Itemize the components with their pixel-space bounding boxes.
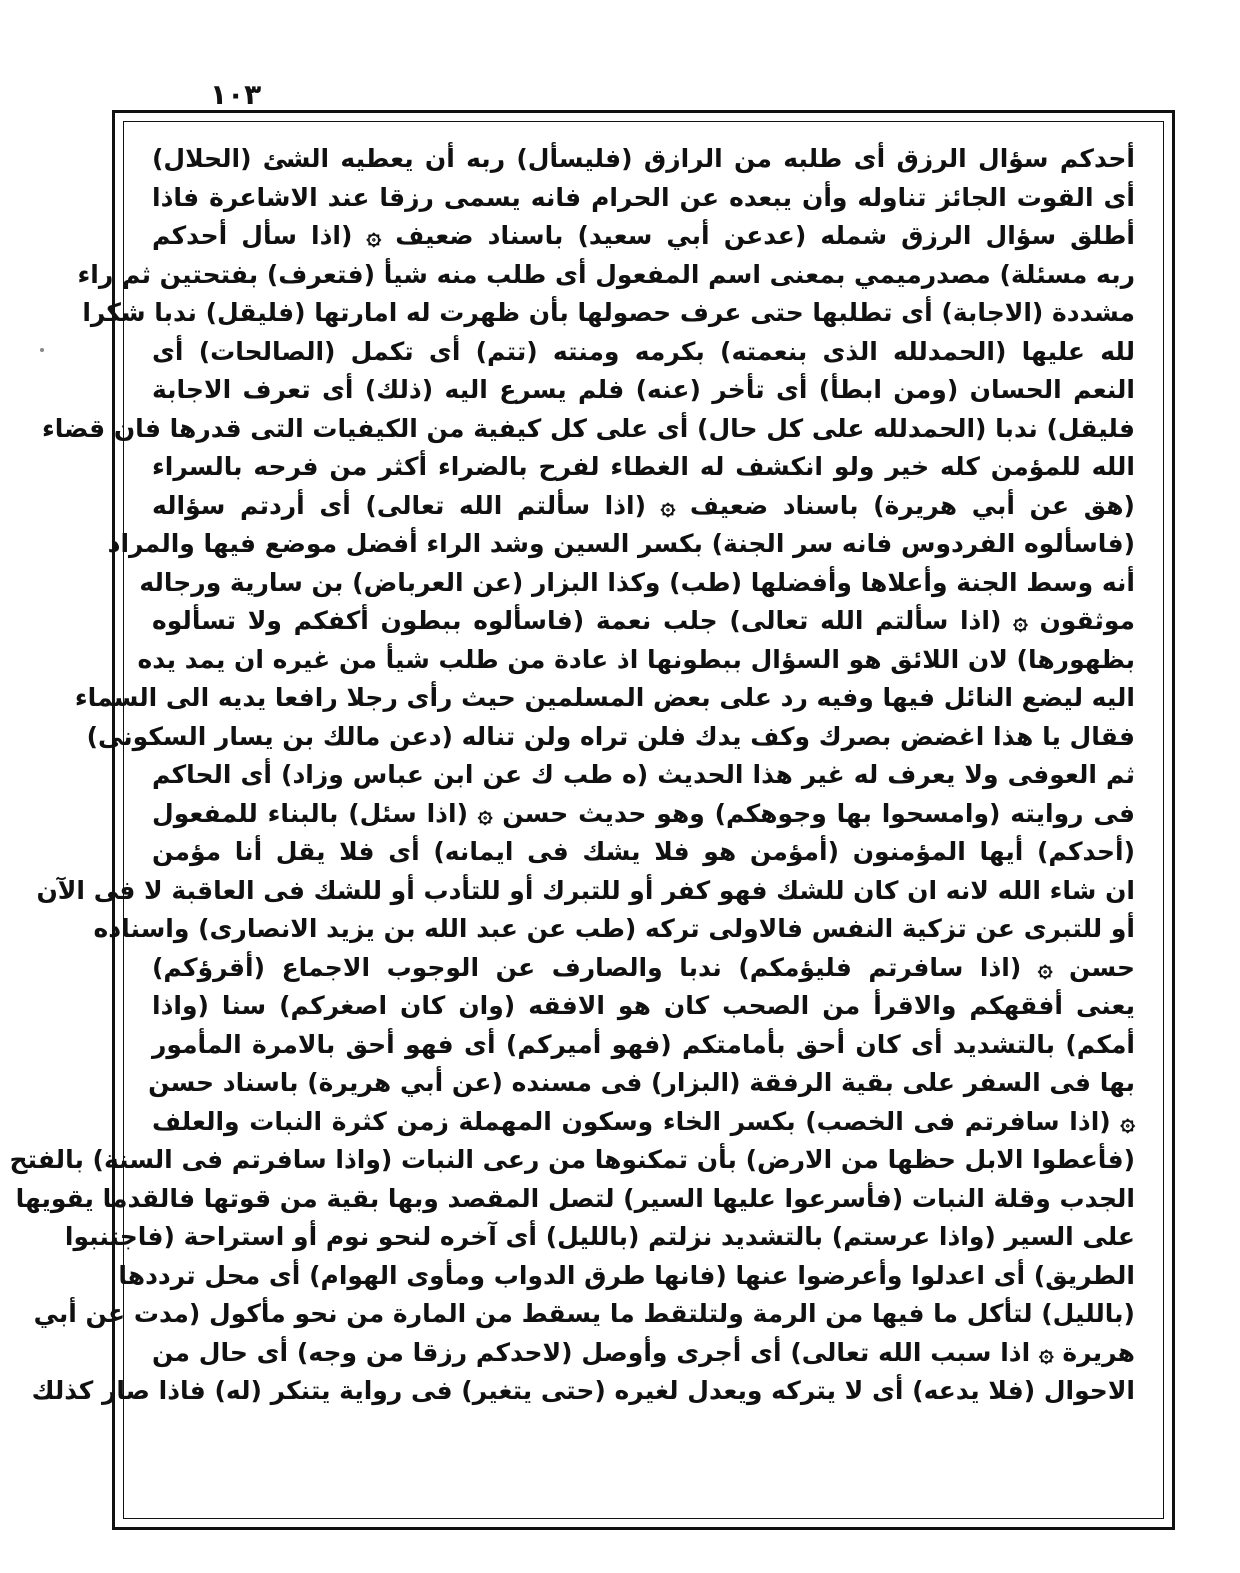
text-line: أحدكم سؤال الرزق أى طلبه من الرازق (فليسأل) ربه أن يعطيه الشئ (الحلال) <box>152 144 1135 173</box>
text-line: النعم الحسان (ومن ابطأ) أى تأخر (عنه) فلم يسرع اليه (ذلك) أى تعرف الاجابة <box>152 375 1135 404</box>
margin-mark <box>40 348 44 352</box>
text-line: فليقل) ندبا (الحمدلله على كل حال) أى على كل كيفية من الكيفيات التى قدرها فان قضاء <box>41 413 1135 443</box>
text-line: اليه ليضع النائل فيها وفيه رد على بعض المسلمين حيث رأى رجلا رافعا يديه الى السماء <box>74 683 1135 712</box>
text-line: أو للتبرى عن تزكية النفس فالاولى تركه (طب عن عبد الله بن يزيد الانصارى) واسناده <box>93 914 1135 943</box>
text-line: (فاسألوه الفردوس فانه سر الجنة) بكسر السين وشد الراء أفضل موضع فيها والمراد <box>107 529 1135 558</box>
text-line: هريرة ۞ اذا سبب الله تعالى) أى أجرى وأوصل (لاحدكم رزقا من وجه) أى حال من <box>152 1337 1135 1367</box>
text-line: فى روايته (وامسحوا بها وجوهكم) وهو حديث حسن ۞ (اذا سئل) بالبناء للمفعول <box>152 798 1135 828</box>
text-line: (بالليل) لتأكل ما فيها من الرمة ولتلتقط ما يسقط من المارة من نحو مأكول (مدت عن أبي <box>33 1299 1135 1328</box>
text-line: الطريق) أى اعدلوا وأعرضوا عنها (فانها طرق الدواب ومأوى الهوام) أى محل ترددها <box>118 1260 1135 1290</box>
text-line: بها فى السفر على بقية الرفقة (البزار) فى مسنده (عن أبي هريرة) باسناد حسن <box>148 1068 1135 1097</box>
page-frame-inner <box>9 121 1164 1519</box>
text-line: (أحدكم) أيها المؤمنون (أمؤمن هو فلا يشك فى ايمانه) أى فلا يقل أنا مؤمن <box>152 837 1135 866</box>
page-number: ١٠٣ <box>210 78 262 111</box>
text-line: يعنى أفقهكم والاقرأ من الصحب كان هو الافقه (وان كان اصغركم) سنا (واذا <box>152 991 1135 1020</box>
text-line: موثقون ۞ (اذا سألتم الله تعالى) جلب نعمة (فاسألوه ببطون أكفكم ولا تسألوه <box>152 606 1135 635</box>
text-line: ثم العوفى ولا يعرف له غير هذا الحديث (ه طب ك عن ابن عباس وزاد) أى الحاكم <box>152 760 1135 789</box>
page-frame <box>9 110 1175 1530</box>
text-line: فقال يا هذا اغضض بصرك وكف يدك فلن تراه ولن تناله (دعن مالك بن يسار السكونى) <box>86 721 1135 751</box>
text-line: (هق عن أبي هريرة) باسناد ضعيف ۞ (اذا سألتم الله تعالى) أى أردتم سؤاله <box>152 490 1135 520</box>
text-line: ربه مسئلة) مصدرميمي بمعنى اسم المفعول أى طلب منه شيأ (فتعرف) بفتحتين ثم راء <box>77 259 1135 289</box>
text-line: أطلق سؤال الرزق شمله (عدعن أبي سعيد) باسناد ضعيف ۞ (اذا سأل أحدكم <box>152 221 1135 250</box>
text-line: ان شاء الله لانه ان كان للشك فهو كفر أو للتبرك أو للتأدب أو للشك فى العاقبة لا فى الآن <box>36 875 1135 905</box>
text-line: على السير (واذا عرستم) بالتشديد نزلتم (بالليل) أى آخره لنحو نوم أو استراحة (فاجتنبوا <box>64 1222 1135 1251</box>
text-line: أمكم) بالتشديد أى كان أحق بأمامتكم (فهو أميركم) أى فهو أحق بالامرة المأمور <box>152 1029 1135 1059</box>
text-line: الله للمؤمن كله خير ولو انكشف له الغطاء لفرح بالضراء أكثر من فرحه بالسراء <box>152 452 1135 481</box>
text-line: حسن ۞ (اذا سافرتم فليؤمكم) ندبا والصارف عن الوجوب الاجماع (أقرؤكم) <box>152 952 1135 982</box>
text-line: أى القوت الجائز تناوله وأن يبعده عن الحرام فانه يسمى رزقا عند الاشاعرة فاذا <box>152 182 1135 212</box>
text-line: مشددة (الاجابة) أى تطلبها حتى عرف حصولها بأن ظهرت له امارتها (فليقل) ندبا شكرا <box>82 298 1135 327</box>
text-line: الجدب وقلة النبات (فأسرعوا عليها السير) لتصل المقصد وبها بقية من قوتها فالقدما يقويها <box>15 1183 1135 1213</box>
text-line: (فأعطوا الابل حظها من الارض) بأن تمكنوها من رعى النبات (واذا سافرتم فى السنة) بالفتح <box>9 1145 1135 1174</box>
text-line: لله عليها (الحمدلله الذى بنعمته) بكرمه ومنته (تتم) أى تكمل (الصالحات) أى <box>152 336 1135 366</box>
text-line: بظهورها) لان اللائق هو السؤال ببطونها اذ عادة من طلب شيأ من غيره ان يمد يده <box>137 644 1135 674</box>
text-line: ۞ (اذا سافرتم فى الخصب) بكسر الخاء وسكون المهملة زمن كثرة النبات والعلف <box>152 1106 1135 1136</box>
text-line: أنه وسط الجنة وأعلاها وأفضلها (طب) وكذا البزار (عن العرباض) بن سارية ورجاله <box>139 567 1135 597</box>
text-block <box>9 140 1135 1506</box>
text-line: الاحوال (فلا يدعه) أى لا يتركه ويعدل لغيره (حتى يتغير) فى رواية يتنكر (له) فاذا صار كذلك <box>31 1376 1135 1405</box>
